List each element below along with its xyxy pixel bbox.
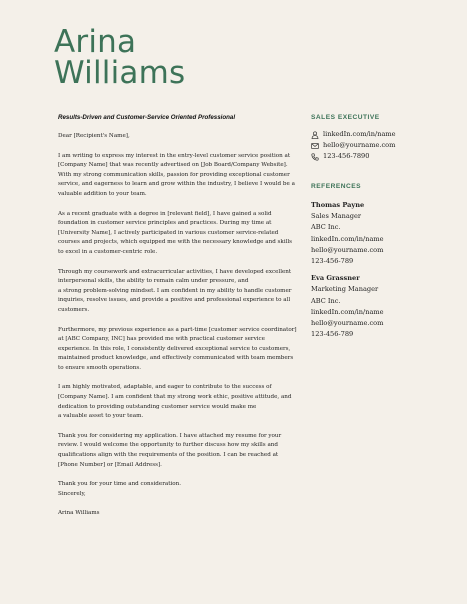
reference-phone: 123-456-789 (311, 257, 354, 266)
letter-paragraph: Through my coursework and extracurricular activities, I have developed excellent interpersonal skills, the ability to remain calm under pressure, and a strong problem-solving mindset. I am confident in my ability to handle customer inquiries, resolve issues, and provide a positive and professional experience to all customers. (58, 268, 292, 313)
letter-paragraph: I am writing to express my interest in the entry-level customer service position at [Company Name] that was recently advertised on [Job Board/Company Website]. With my strong communication skills, passion for providing exceptional customer service, and eagerness to learn and grow within the industry, I believe I would be a valuable addition to your team. (58, 152, 295, 197)
letter-paragraph: Furthermore, my previous experience as a part-time [customer service coordinator] at [ABC Company, INC] has provided me with practical customer service experience. In this role, I consistently delivered exceptional service to customers, maintained product knowledge, and effectively communicated with team members to ensure smooth operations. (58, 326, 297, 371)
letter-paragraph: I am highly motivated, adaptable, and eager to contribute to the success of [Company Name]. I am confident that my strong work ethic, positive attitude, and dedication to providing outstanding customer service would make me a valuable asset to your team. (58, 384, 292, 420)
reference-phone: 123-456-789 (311, 330, 354, 339)
reference-company: ABC Inc. (311, 223, 341, 232)
reference-email[interactable]: hello@yourname.com (311, 319, 384, 328)
reference-title: Marketing Manager (311, 285, 379, 294)
reference-entry (311, 273, 451, 340)
reference-email[interactable]: hello@yourname.com (311, 245, 384, 254)
phone-number: 123-456-7890 (323, 152, 370, 160)
sidebar (311, 113, 451, 340)
cover-letter (58, 114, 298, 519)
letter-paragraph: As a recent graduate with a degree in [relevant field], I have gained a solid foundation in customer service principles and practices. During my time at [University Name], I actively participated in various customer service-related courses and projects, which equipped me with the necessary knowledge and skills to excel in a customer-centric role. (58, 210, 293, 255)
references-heading: REFERENCES (311, 183, 362, 190)
email-link[interactable]: hello@yourname.com (323, 141, 396, 149)
reference-linkedin[interactable]: linkedIn.com/in/name (311, 307, 384, 316)
reference-linkedin[interactable]: linkedIn.com/in/name (311, 234, 384, 243)
contact-email (311, 140, 451, 151)
applicant-name (54, 24, 186, 91)
phone-icon (311, 153, 319, 161)
person-icon (311, 131, 319, 139)
letter-paragraph: Thank you for considering my application. I have attached my resume for your review. I would welcome the opportunity to further discuss how my skills and qualifications align with the requirements of the position. I can be reached at [Phone Number] or [Email Address]. (58, 432, 282, 468)
last-name: Williams (54, 55, 186, 91)
role-heading: SALES EXECUTIVE (311, 114, 380, 121)
contact-linkedin (311, 129, 451, 140)
reference-name: Thomas Payne (311, 201, 365, 209)
contact-phone (311, 151, 451, 162)
reference-entry (311, 200, 451, 267)
linkedin-link[interactable]: linkedIn.com/in/name (323, 130, 396, 138)
envelope-icon (311, 142, 319, 150)
reference-title: Sales Manager (311, 212, 362, 221)
letter-subtitle: Results-Driven and Customer-Service Oriented Professional (58, 114, 236, 121)
first-name: Arina (54, 24, 137, 60)
reference-name: Eva Grassner (311, 274, 360, 283)
letter-greeting: Dear [Recipient's Name], (58, 133, 130, 139)
letter-signature: Arina Williams (58, 510, 100, 517)
letter-paragraph: Thank you for your time and consideration. (58, 481, 181, 488)
letter-closing: Sincerely, (58, 490, 86, 497)
reference-company: ABC Inc. (311, 296, 341, 305)
contact-list (311, 129, 451, 162)
